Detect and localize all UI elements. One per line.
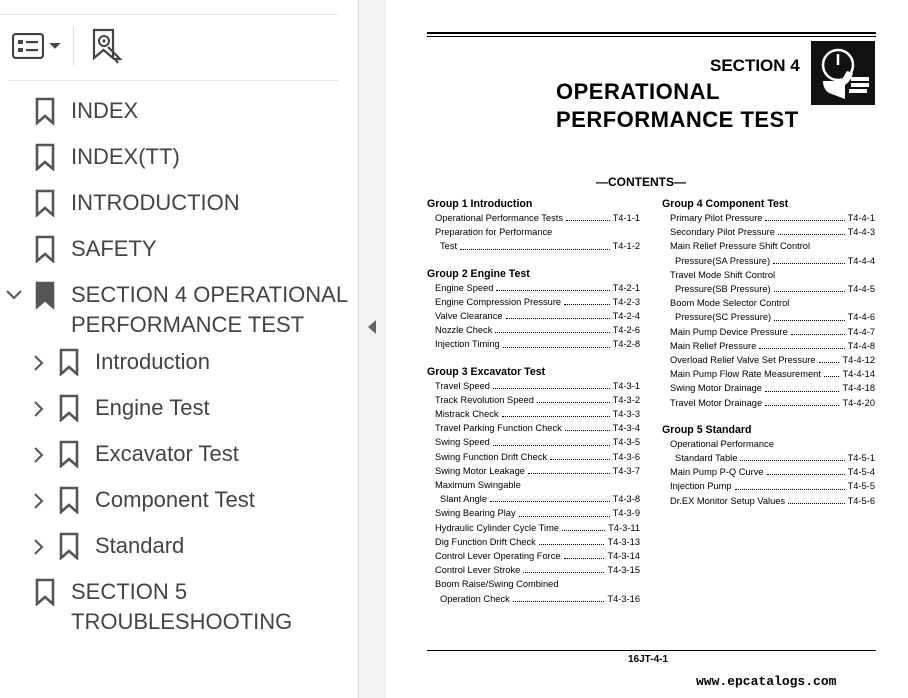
toc-row[interactable] (427, 225, 640, 239)
toc-title: Secondary Pilot Pressure (670, 227, 775, 238)
toc-title: Test (440, 241, 458, 252)
toc-row[interactable] (427, 421, 640, 435)
bookmark-icon (59, 531, 79, 561)
toc-title: Pressure(SA Pressure) (675, 255, 771, 266)
toc-row[interactable] (427, 239, 640, 253)
toc-page: T4-5-1 (847, 453, 875, 464)
toc-title: Boom Raise/Swing Combined (435, 579, 559, 590)
bookmark-section-4[interactable] (35, 280, 348, 340)
toc-row[interactable] (662, 451, 875, 465)
list-icon (12, 33, 44, 59)
toc-row[interactable] (427, 535, 640, 549)
toc-page: T4-4-7 (847, 326, 875, 337)
group-heading: Group 2 Engine Test (427, 267, 530, 280)
collapse-panel-icon[interactable] (368, 320, 376, 334)
toc-page: T4-4-20 (842, 397, 875, 408)
toc-page: T4-3-14 (607, 551, 640, 562)
toc-row[interactable] (427, 407, 640, 421)
toc-row[interactable] (427, 464, 640, 478)
contents-left-column (427, 197, 640, 606)
bookmark-icon (35, 188, 55, 218)
toc-page: T4-4-1 (847, 213, 875, 223)
title-line: OPERATIONAL (556, 79, 720, 104)
section-label: SECTION 4 (710, 56, 800, 75)
toc-title: Standard Table (675, 453, 738, 464)
bookmark-label (71, 577, 292, 637)
bookmark-introduction[interactable] (35, 188, 240, 218)
toc-page: T4-3-4 (612, 423, 640, 434)
toc-title: Travel Speed (435, 380, 490, 391)
toc-row[interactable] (427, 549, 640, 563)
toc-row[interactable] (427, 492, 640, 506)
bookmark-child-excavator-test[interactable] (59, 439, 239, 469)
toc-row[interactable] (427, 563, 640, 577)
toc-title: Main Pump Device Pressure (670, 326, 788, 337)
toc-row[interactable] (427, 592, 640, 606)
toc-page: T4-2-1 (612, 282, 640, 293)
toc-title: Injection Timing (435, 339, 500, 350)
bookmark-label-line: SECTION 4 OPERATIONAL (71, 282, 349, 307)
toc-row[interactable] (662, 211, 875, 225)
expand-chevron[interactable] (31, 355, 47, 371)
toc-row[interactable] (427, 309, 640, 323)
outline-options-button[interactable] (10, 30, 62, 62)
bookmark-label: Engine Test (95, 395, 210, 420)
toc-row[interactable] (662, 325, 875, 339)
toc-page: T4-4-12 (842, 355, 875, 366)
toc-page: T4-4-4 (847, 255, 875, 266)
bookmark-icon (35, 577, 55, 607)
toc-title: Main Pump Flow Rate Measurement (670, 369, 821, 380)
toc-page: T4-3-3 (612, 409, 640, 420)
toc-row[interactable] (662, 239, 875, 253)
bookmark-icon (59, 393, 79, 423)
toc-row[interactable] (427, 450, 640, 464)
toc-row[interactable] (427, 521, 640, 535)
toc-page: T4-3-8 (612, 494, 640, 505)
toc-row[interactable] (662, 310, 875, 324)
chevron-down-icon (6, 290, 22, 300)
toc-row[interactable] (427, 393, 640, 407)
toc-title: Pressure(SB Pressure) (675, 284, 771, 295)
bookmark-label: Introduction (95, 349, 210, 374)
bookmark-label: INDEX (71, 98, 139, 123)
toc-title: Preparation for Performance (435, 227, 553, 238)
toc-title: Main Relief Pressure Shift Control (670, 241, 811, 252)
toc-row[interactable] (662, 465, 875, 479)
toc-row[interactable] (427, 211, 640, 225)
bookmark-label: Component Test (95, 487, 255, 512)
chevron-right-icon (34, 447, 44, 463)
expand-chevron[interactable] (31, 401, 47, 417)
page-title (556, 78, 799, 134)
group-heading: Group 3 Excavator Test (427, 365, 546, 378)
bookmark-label-line: TROUBLESHOOTING (71, 609, 293, 634)
toc-title: Operational Performance Tests (435, 213, 563, 223)
toc-title: Travel Parking Function Check (435, 423, 562, 434)
bookmark-label: Excavator Test (95, 441, 239, 466)
toc-title: Maximum Swingable (435, 480, 521, 491)
bookmark-icon (35, 96, 55, 126)
toc-row[interactable] (427, 478, 640, 492)
toc-title: Valve Clearance (435, 311, 503, 322)
bookmark-icon (59, 485, 79, 515)
divider (8, 80, 338, 81)
bookmark-child-standard[interactable] (59, 531, 184, 561)
bookmark-safety[interactable] (35, 234, 157, 264)
bookmark-section-5[interactable] (35, 577, 292, 637)
bookmark-label: INTRODUCTION (71, 190, 240, 215)
bookmark-icon (35, 280, 55, 310)
toc-row[interactable] (662, 339, 875, 353)
group-heading: Group 1 Introduction (427, 198, 533, 210)
toc-page: T4-2-8 (612, 339, 640, 350)
toc-row[interactable] (427, 506, 640, 520)
toc-title: Travel Mode Shift Control (670, 269, 776, 280)
toc-title: Pressure(SC Pressure) (675, 312, 772, 323)
toc-row[interactable] (427, 435, 640, 449)
bookmark-label-line: SECTION 5 (71, 579, 188, 604)
expand-chevron[interactable] (31, 447, 47, 463)
toc-row[interactable] (662, 367, 875, 381)
expand-chevron[interactable] (31, 493, 47, 509)
title-line: PERFORMANCE TEST (556, 107, 799, 132)
bottom-rule (427, 650, 876, 651)
toc-row[interactable] (662, 296, 875, 310)
toc-title: Main Pump P-Q Curve (670, 467, 764, 478)
bookmark-label-line: PERFORMANCE TEST (71, 312, 305, 337)
group-heading: Group 5 Standard (662, 423, 752, 436)
page-footer: 16JT-4-1 (628, 654, 669, 665)
toc-page: T4-2-6 (612, 325, 640, 336)
toc-page: T4-3-11 (608, 522, 640, 533)
toc-page: T4-4-8 (847, 340, 875, 351)
toc-title: Engine Speed (435, 282, 494, 293)
toc-title: Swing Motor Leakage (435, 465, 525, 476)
toc-title: Travel Motor Drainage (670, 397, 763, 408)
bookmark-icon (35, 142, 55, 172)
toc-row[interactable] (427, 295, 640, 309)
toc-row[interactable] (427, 577, 640, 591)
find-bookmark-button[interactable] (86, 26, 126, 66)
group-heading: Group 4 Component Test (662, 198, 789, 210)
toolbar-separator (73, 26, 74, 66)
toc-page: T4-5-6 (847, 495, 875, 506)
bookmark-label: SAFETY (71, 236, 157, 261)
bookmark-index-tt[interactable] (35, 142, 180, 172)
panel-splitter[interactable] (359, 0, 386, 698)
toc-page: T4-3-15 (607, 565, 640, 576)
toc-page: T4-4-5 (847, 284, 875, 295)
toc-page: T4-5-5 (847, 481, 875, 492)
bookmark-label (71, 280, 348, 340)
watermark: www.epcatalogs.com (696, 674, 837, 689)
toc-title: Hydraulic Cylinder Cycle Time (435, 522, 559, 533)
toc-title: Injection Pump (670, 481, 732, 492)
toc-page: T4-3-7 (612, 465, 640, 476)
toc-page: T4-2-3 (612, 296, 640, 307)
toc-row[interactable] (662, 494, 875, 508)
bookmarks-panel (0, 0, 359, 698)
toc-title: Operational Performance (670, 438, 774, 449)
toc-title: Nozzle Check (435, 325, 493, 336)
toc-page: T4-2-4 (612, 311, 640, 322)
top-rule (427, 32, 876, 34)
toc-row[interactable] (662, 254, 875, 268)
toc-title: Swing Speed (435, 437, 490, 448)
toc-page: T4-1-2 (612, 241, 640, 252)
toc-row[interactable] (662, 437, 875, 451)
toc-title: Control Lever Stroke (435, 565, 521, 576)
chevron-right-icon (34, 539, 44, 555)
toc-title: Main Relief Pressure (670, 340, 757, 351)
toc-page: T4-4-6 (847, 312, 875, 323)
chevron-down-icon (49, 42, 61, 50)
toc-title: Track Revolution Speed (435, 394, 534, 405)
toc-page: T4-1-1 (612, 213, 640, 223)
bookmark-icon (59, 439, 79, 469)
toc-title: Primary Pilot Pressure (670, 213, 763, 223)
toc-page: T4-3-13 (607, 536, 640, 547)
bookmark-child-introduction[interactable] (59, 347, 210, 377)
toc-row[interactable] (662, 268, 875, 282)
toc-title: Swing Motor Drainage (670, 383, 762, 394)
toc-title: Slant Angle (440, 494, 488, 505)
toc-row[interactable] (662, 225, 875, 239)
bookmark-child-engine-test[interactable] (59, 393, 210, 423)
divider (0, 14, 338, 15)
chevron-right-icon (34, 355, 44, 371)
toc-page: T4-3-6 (612, 451, 640, 462)
toc-page: T4-3-16 (607, 593, 640, 604)
chevron-right-icon (34, 401, 44, 417)
contents-heading: —CONTENTS— (596, 175, 686, 189)
toc-title: Operation Check (440, 593, 510, 604)
toc-page: T4-3-9 (612, 508, 640, 519)
toc-title: Boom Mode Selector Control (670, 298, 790, 309)
toc-row[interactable] (662, 479, 875, 493)
toc-title: Swing Bearing Play (435, 508, 516, 519)
toc-row[interactable] (427, 379, 640, 393)
toc-row[interactable] (427, 323, 640, 337)
toc-title: Control Lever Operating Force (435, 551, 561, 562)
bookmark-child-component-test[interactable] (59, 485, 255, 515)
toc-page: T4-3-1 (612, 380, 640, 391)
inspection-gauge-icon (811, 41, 875, 105)
toc-row[interactable] (662, 396, 875, 410)
bookmark-icon (35, 234, 55, 264)
collapse-chevron[interactable] (6, 287, 22, 303)
toc-page: T4-4-3 (847, 227, 875, 238)
toc-page: T4-5-4 (847, 467, 875, 478)
bookmark-index[interactable] (35, 96, 138, 126)
bookmark-search-icon (89, 28, 123, 64)
toc-title: Dig Function Drift Check (435, 536, 536, 547)
toc-title: Engine Compression Pressure (435, 296, 562, 307)
bookmark-icon (59, 347, 79, 377)
toc-row[interactable] (427, 281, 640, 295)
toc-page: T4-3-5 (612, 437, 640, 448)
toc-page: T4-3-2 (612, 394, 640, 405)
toc-page: T4-4-14 (842, 369, 875, 380)
chevron-right-icon (34, 493, 44, 509)
top-rule (427, 36, 876, 37)
toc-row[interactable] (662, 282, 875, 296)
bookmark-label: Standard (95, 533, 185, 558)
toc-title: Mistrack Check (435, 409, 499, 420)
toc-row[interactable] (662, 381, 875, 395)
toc-title: Swing Function Drift Check (435, 451, 548, 462)
document-page (386, 0, 908, 698)
bookmark-label: INDEX(TT) (71, 144, 180, 169)
toc-page: T4-4-18 (842, 383, 875, 394)
toc-title: Dr.EX Monitor Setup Values (670, 495, 786, 506)
toc-title: Overload Relief Valve Set Pressure (670, 355, 816, 366)
contents-right-column (662, 197, 875, 508)
toc-row[interactable] (427, 337, 640, 351)
toc-row[interactable] (662, 353, 875, 367)
expand-chevron[interactable] (31, 539, 47, 555)
